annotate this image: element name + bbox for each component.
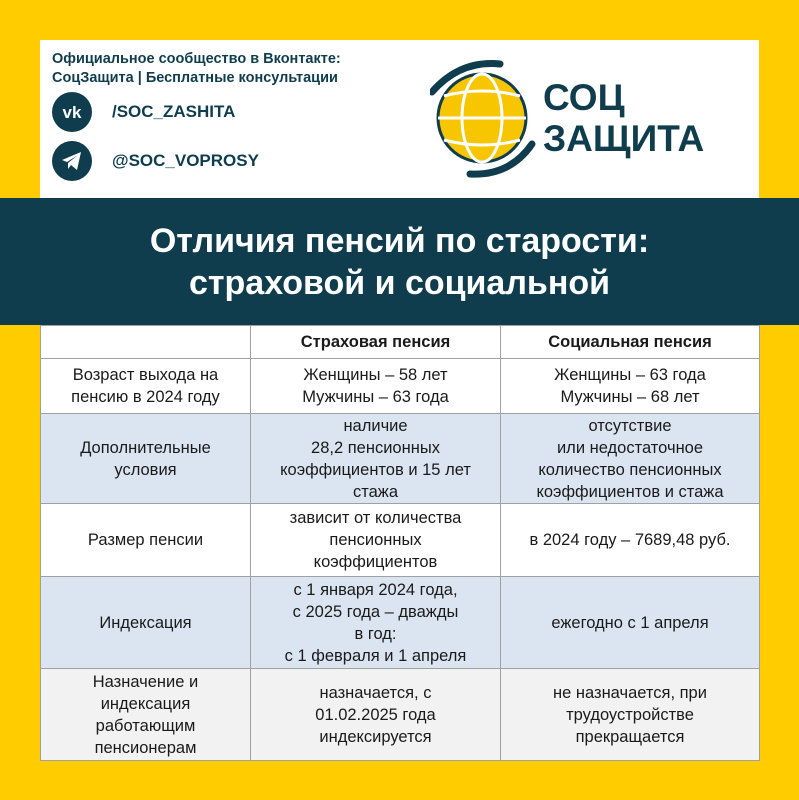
logo-line-1: СОЦ (543, 77, 625, 118)
svg-text:vk: vk (62, 104, 82, 120)
title-line-1: Отличия пенсий по старости: (149, 221, 650, 260)
insurance-cell: наличие 28,2 пенсионных коэффициентов и 15 лет стажа (251, 414, 501, 504)
telegram-link[interactable] (52, 141, 259, 181)
table-row (41, 504, 760, 577)
title-line-2: страховой и социальной (188, 263, 611, 302)
social-cell: не назначается, при трудоустройстве прекращается (501, 669, 760, 761)
social-cell: Женщины – 63 года Мужчины – 68 лет (501, 359, 760, 414)
header-insurance-pension: Страховая пенсия (251, 326, 501, 359)
row-label: Назначение и индексация работающим пенсионерам (41, 669, 251, 761)
telegram-handle[interactable]: @SOC_VOPROSY (112, 151, 259, 170)
community-info (52, 50, 341, 88)
community-line-2[interactable]: СоцЗащита | Бесплатные консультации (52, 70, 338, 86)
insurance-cell: зависит от количества пенсионных коэффициентов (251, 504, 501, 577)
social-cell: отсутствие или недостаточное количество пенсионных коэффициентов и стажа (501, 414, 760, 504)
table-row (41, 359, 760, 414)
community-line-1: Официальное сообщество в Вконтакте: (52, 51, 341, 67)
social-cell: в 2024 году – 7689,48 руб. (501, 504, 760, 577)
row-label: Дополнительные условия (41, 414, 251, 504)
vk-handle[interactable]: /SOC_ZASHITA (112, 102, 236, 121)
insurance-cell: с 1 января 2024 года, с 2025 года – дважды в год: с 1 февраля и 1 апреля (251, 577, 501, 669)
header-social-pension: Социальная пенсия (501, 326, 760, 359)
row-label: Возраст выхода на пенсию в 2024 году (41, 359, 251, 414)
row-label: Размер пенсии (41, 504, 251, 577)
logo-line-2: ЗАЩИТА (543, 118, 705, 159)
soczashita-logo (430, 52, 750, 187)
table-row (41, 577, 760, 669)
comparison-table (40, 325, 760, 761)
row-label: Индексация (41, 577, 251, 669)
social-cell: ежегодно с 1 апреля (501, 577, 760, 669)
insurance-cell: Женщины – 58 лет Мужчины – 63 года (251, 359, 501, 414)
header-empty-cell (41, 326, 251, 359)
globe-icon (430, 52, 540, 182)
title-band (0, 198, 799, 325)
table-row (41, 414, 760, 504)
header-card (40, 40, 759, 198)
logo-text (543, 77, 704, 159)
vk-icon[interactable] (52, 92, 92, 132)
table-row (41, 669, 760, 761)
insurance-cell: назначается, с 01.02.2025 года индексируется (251, 669, 501, 761)
table-header-row (41, 326, 760, 359)
vk-link[interactable] (52, 92, 235, 132)
telegram-icon[interactable] (52, 141, 92, 181)
